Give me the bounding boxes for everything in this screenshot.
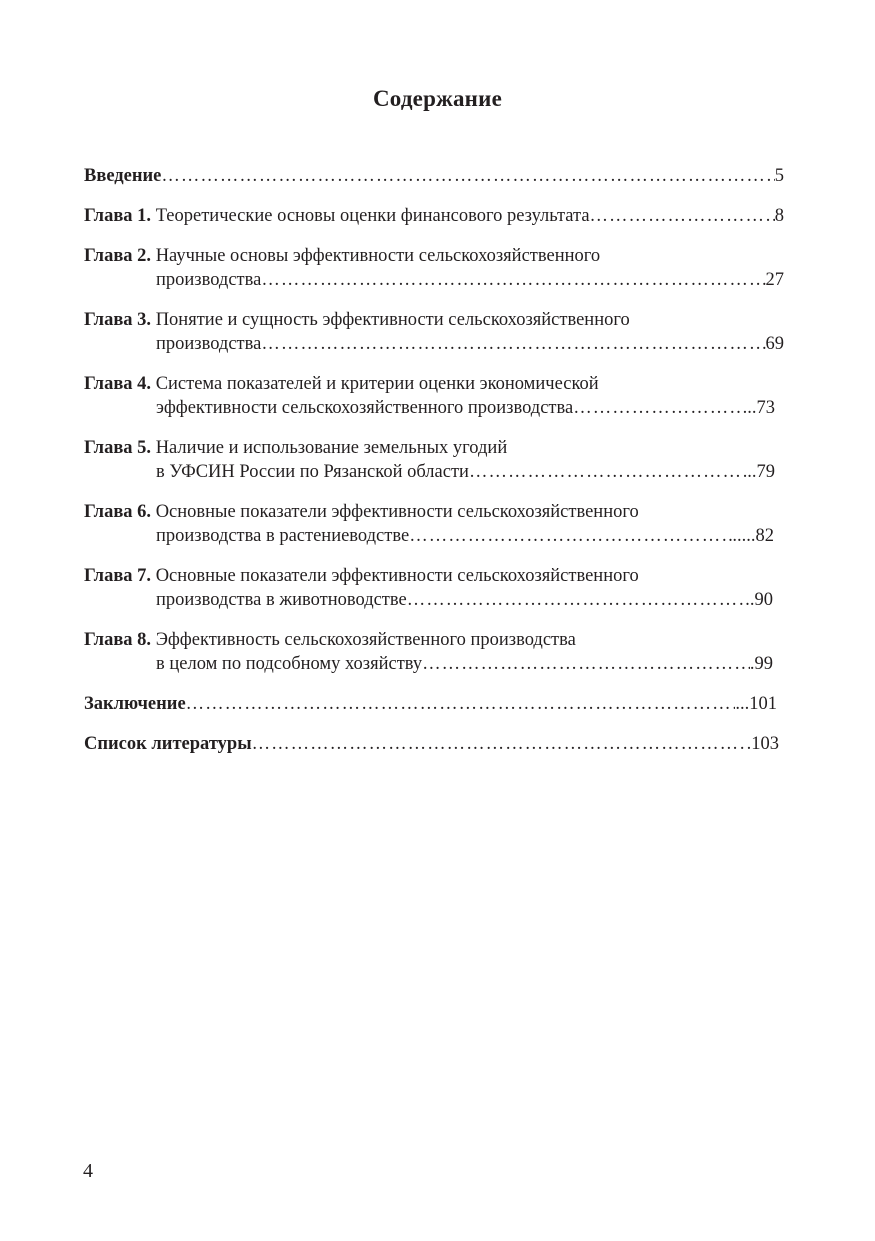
leader-dots [409, 524, 732, 548]
toc-entry-title-continued: производства в животноводстве [156, 590, 407, 610]
toc-entry-title: Понятие и сущность эффективности сельскохозяйственного [155, 310, 630, 330]
toc-entry-title: Эффективность сельскохозяйственного производства [155, 630, 576, 650]
toc-entry-chapter-5[interactable] [84, 436, 784, 484]
toc-entry-title: Научные основы эффективности сельскохозяйственного [155, 246, 601, 266]
toc-entry-label: Глава 5. [84, 438, 156, 458]
toc-entry-title-continued: в целом по подсобному хозяйству [156, 654, 423, 674]
toc-entry-title: Система показателей и критерии оценки экономической [155, 374, 599, 394]
toc-entry-title-continued: производства в растениеводстве [156, 526, 410, 546]
toc-entry-chapter-6[interactable] [84, 500, 784, 548]
leader-dots [261, 268, 765, 292]
leader-dots [252, 732, 747, 756]
toc-entry-title: Теоретические основы оценки финансового результата [155, 206, 590, 226]
toc-page-number: 8 [774, 206, 784, 226]
toc-entry-bibliography[interactable] [84, 732, 779, 756]
toc-entry-label: Заключение [84, 694, 186, 714]
toc-page-number: ...73 [742, 398, 775, 418]
leader-dots [573, 396, 742, 420]
toc-entry-title-continued: производства [156, 334, 262, 354]
toc-entry-chapter-4[interactable] [84, 372, 784, 420]
toc-entry-title: Наличие и использование земельных угодий [155, 438, 508, 458]
toc-entry-chapter-7[interactable] [84, 564, 784, 612]
toc-entry-title-continued: в УФСИН России по Рязанской области [156, 462, 469, 482]
toc-entry-chapter-3[interactable] [84, 308, 784, 356]
toc-entry-conclusion[interactable] [84, 692, 777, 716]
toc-entry-introduction[interactable] [84, 164, 784, 188]
toc-entry-label: Глава 6. [84, 502, 156, 522]
page-number: 4 [83, 1160, 93, 1182]
toc-page-number: 69 [765, 334, 784, 354]
toc-entry-label: Глава 2. [84, 246, 156, 266]
toc-entry-chapter-2[interactable] [84, 244, 784, 292]
toc-page-number: .103 [746, 734, 779, 754]
toc-entry-title: Основные показатели эффективности сельскохозяйственного [155, 502, 639, 522]
leader-dots [590, 204, 775, 228]
toc-entry-chapter-8[interactable] [84, 628, 784, 676]
toc-entry-label: Глава 1. [84, 206, 156, 226]
toc-entry-title-continued: производства [156, 270, 262, 290]
toc-page-number: 27 [765, 270, 784, 290]
toc-page-number: ..79 [747, 462, 775, 482]
toc-entry-title: Основные показатели эффективности сельскохозяйственного [155, 566, 639, 586]
leader-dots [261, 332, 765, 356]
toc-page-number: 5 [774, 166, 784, 186]
toc-page-number: ...101 [735, 694, 777, 714]
toc-page-number: .....82 [732, 526, 774, 546]
leader-dots [407, 588, 750, 612]
leader-dots [161, 164, 774, 188]
leader-dots [469, 460, 747, 484]
toc-page-number: .99 [749, 654, 773, 674]
toc-page-number: .90 [749, 590, 773, 610]
leader-dots [186, 692, 736, 716]
toc-entry-label: Список литературы [84, 734, 252, 754]
leader-dots [422, 652, 750, 676]
toc-entry-label: Глава 8. [84, 630, 156, 650]
toc-entry-label: Введение [84, 166, 162, 186]
toc-entry-label: Глава 7. [84, 566, 156, 586]
toc-entry-label: Глава 3. [84, 310, 156, 330]
toc-entry-chapter-1[interactable] [84, 204, 784, 228]
table-of-contents [84, 164, 784, 772]
toc-entry-label: Глава 4. [84, 374, 156, 394]
toc-entry-title-continued: эффективности сельскохозяйственного производства [156, 398, 574, 418]
page-title: Содержание [373, 86, 502, 111]
